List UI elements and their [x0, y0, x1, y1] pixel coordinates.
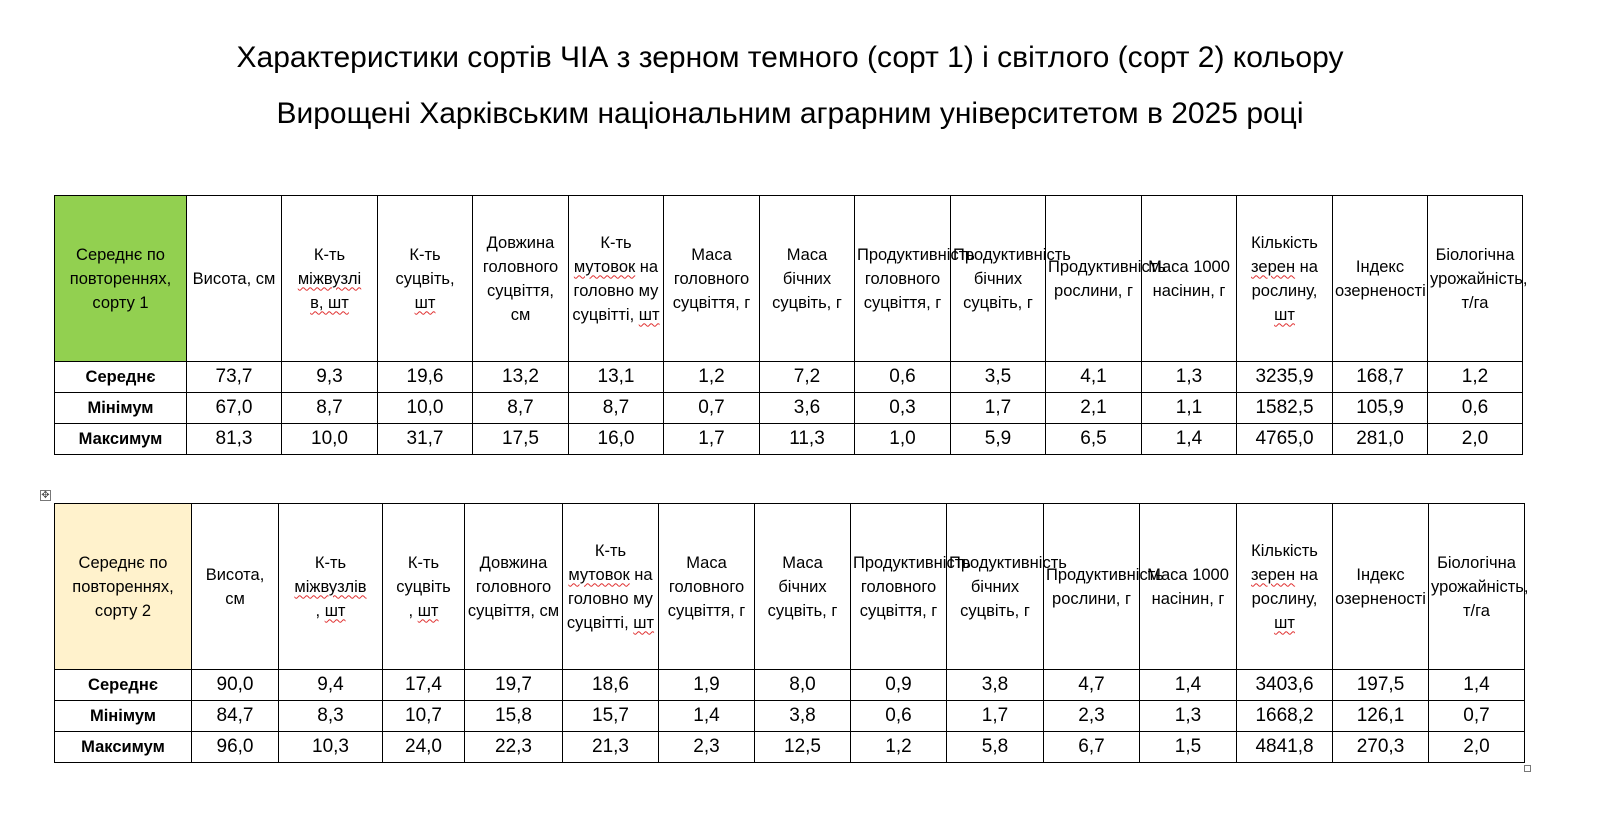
header-row	[55, 504, 1525, 670]
header-main-mass[interactable]: Маса головного суцвіття, г	[664, 196, 760, 362]
row-label[interactable]: Мінімум	[55, 393, 187, 424]
table-cell[interactable]: 1,2	[1428, 362, 1523, 393]
header-side-mass[interactable]: Маса бічних суцвіть, г	[755, 504, 851, 670]
table-cell[interactable]: 10,0	[282, 424, 378, 455]
table-cell[interactable]: 105,9	[1333, 393, 1428, 424]
table-cell[interactable]: 0,7	[664, 393, 760, 424]
table-cell[interactable]: 4,7	[1044, 670, 1140, 701]
table-cell[interactable]: 18,6	[563, 670, 659, 701]
header-inflorescences[interactable]: К-ть суцвіть, шт	[378, 196, 473, 362]
header-grain-index[interactable]: Індекс озерненості	[1333, 504, 1429, 670]
table-cell[interactable]: 1,2	[664, 362, 760, 393]
header-whorls[interactable]: К-ть мутовок на головно му суцвітті, шт	[569, 196, 664, 362]
table-cell[interactable]: 3235,9	[1237, 362, 1333, 393]
table-cell[interactable]: 1,4	[1142, 424, 1237, 455]
table-cell[interactable]: 3,5	[951, 362, 1046, 393]
header-plant-productivity[interactable]: Продуктивність рослини, г	[1046, 196, 1142, 362]
header-grain-index[interactable]: Індекс озерненості	[1333, 196, 1428, 362]
header-1000-seed-mass[interactable]: Маса 1000 насінин, г	[1140, 504, 1237, 670]
table-cell[interactable]: 10,3	[279, 732, 383, 763]
table-cell[interactable]: 1,1	[1142, 393, 1237, 424]
table-cell[interactable]: 10,7	[383, 701, 465, 732]
table-cell[interactable]: 1,0	[855, 424, 951, 455]
table-cell[interactable]: 96,0	[192, 732, 279, 763]
table-cell[interactable]: 168,7	[1333, 362, 1428, 393]
header-row	[55, 196, 1523, 362]
table-cell[interactable]: 10,0	[378, 393, 473, 424]
header-main-productivity[interactable]: Продуктивність головного суцвіття, г	[855, 196, 951, 362]
table-cell[interactable]: 1,5	[1140, 732, 1237, 763]
table-cell[interactable]: 1582,5	[1237, 393, 1333, 424]
table-cell[interactable]: 67,0	[187, 393, 282, 424]
table-cell[interactable]: 12,5	[755, 732, 851, 763]
table-cell[interactable]: 17,5	[473, 424, 569, 455]
table-cell[interactable]: 90,0	[192, 670, 279, 701]
corner-label-variety-1[interactable]: Середнє по повтореннях, сорту 1	[55, 196, 187, 362]
table-cell[interactable]: 1,3	[1140, 701, 1237, 732]
table-cell[interactable]: 0,6	[1428, 393, 1523, 424]
header-side-mass[interactable]: Маса бічних суцвіть, г	[760, 196, 855, 362]
document-subtitle: Вирощені Харківським національним аграрним університетом в 2025 році	[276, 97, 1304, 130]
table-cell[interactable]: 1,4	[659, 701, 755, 732]
table-cell[interactable]: 281,0	[1333, 424, 1428, 455]
table-row	[55, 670, 1525, 701]
table-cell[interactable]: 2,3	[659, 732, 755, 763]
table-cell[interactable]: 1668,2	[1237, 701, 1333, 732]
header-whorls[interactable]: К-ть мутовок на головно му суцвітті, шт	[563, 504, 659, 670]
header-bio-yield[interactable]: Біологічна урожайність, т/га	[1429, 504, 1525, 670]
table-cell[interactable]: 3,6	[760, 393, 855, 424]
header-grains-per-plant[interactable]: Кількість зерен на рослину, шт	[1237, 504, 1333, 670]
row-label[interactable]: Середнє	[55, 362, 187, 393]
table-cell[interactable]: 19,6	[378, 362, 473, 393]
table-cell[interactable]: 0,7	[1429, 701, 1525, 732]
header-grains-per-plant[interactable]: Кількість зерен на рослину, шт	[1237, 196, 1333, 362]
table-cell[interactable]: 9,4	[279, 670, 383, 701]
table-cell[interactable]: 8,0	[755, 670, 851, 701]
table-cell[interactable]: 3,8	[755, 701, 851, 732]
table-cell[interactable]: 8,7	[569, 393, 664, 424]
table-row	[55, 393, 1523, 424]
table-cell[interactable]: 0,3	[855, 393, 951, 424]
table-cell[interactable]: 84,7	[192, 701, 279, 732]
table-resize-handle[interactable]	[1524, 765, 1531, 772]
row-label[interactable]: Максимум	[55, 424, 187, 455]
table-cell[interactable]: 9,3	[282, 362, 378, 393]
table-move-handle-icon[interactable]: ✥	[41, 490, 50, 501]
table-cell[interactable]: 4765,0	[1237, 424, 1333, 455]
table-cell[interactable]: 4841,8	[1237, 732, 1333, 763]
header-height[interactable]: Висота, см	[192, 504, 279, 670]
table-cell[interactable]: 8,7	[473, 393, 569, 424]
table-cell[interactable]: 2,0	[1428, 424, 1523, 455]
table-cell[interactable]: 13,1	[569, 362, 664, 393]
header-height[interactable]: Висота, см	[187, 196, 282, 362]
table-row	[55, 424, 1523, 455]
header-1000-seed-mass[interactable]: Маса 1000 насінин, г	[1142, 196, 1237, 362]
row-label[interactable]: Максимум	[55, 732, 192, 763]
table-row	[55, 701, 1525, 732]
table-cell[interactable]: 8,7	[282, 393, 378, 424]
table-cell[interactable]: 1,4	[1429, 670, 1525, 701]
table-cell[interactable]: 0,6	[855, 362, 951, 393]
table-cell[interactable]: 73,7	[187, 362, 282, 393]
variety-1-table	[54, 195, 1528, 455]
table-cell[interactable]: 17,4	[383, 670, 465, 701]
header-plant-productivity[interactable]: Продуктивність рослини, г	[1044, 504, 1140, 670]
header-main-productivity[interactable]: Продуктивність головного суцвіття, г	[851, 504, 947, 670]
table-cell[interactable]: 8,3	[279, 701, 383, 732]
row-label[interactable]: Мінімум	[55, 701, 192, 732]
table-cell[interactable]: 81,3	[187, 424, 282, 455]
document-title: Характеристики сортів ЧІА з зерном темного (сорт 1) і світлого (сорт 2) кольору	[236, 41, 1344, 74]
table-cell[interactable]: 15,7	[563, 701, 659, 732]
header-internodes[interactable]: К-ть міжвузлів , шт	[279, 504, 383, 670]
table-cell[interactable]: 1,3	[1142, 362, 1237, 393]
table-cell[interactable]: 270,3	[1333, 732, 1429, 763]
table-cell[interactable]: 0,9	[851, 670, 947, 701]
table-row	[55, 362, 1523, 393]
table-cell[interactable]: 1,9	[659, 670, 755, 701]
header-main-mass[interactable]: Маса головного суцвіття, г	[659, 504, 755, 670]
table-cell[interactable]: 5,8	[947, 732, 1044, 763]
table-cell[interactable]: 21,3	[563, 732, 659, 763]
table-cell[interactable]: 7,2	[760, 362, 855, 393]
table-cell[interactable]: 22,3	[465, 732, 563, 763]
row-label[interactable]: Середнє	[55, 670, 192, 701]
table-cell[interactable]: 197,5	[1333, 670, 1429, 701]
table-row	[55, 732, 1525, 763]
table-cell[interactable]: 2,1	[1046, 393, 1142, 424]
table-cell[interactable]: 1,7	[947, 701, 1044, 732]
table-cell[interactable]: 6,7	[1044, 732, 1140, 763]
table-cell[interactable]: 2,3	[1044, 701, 1140, 732]
table-cell[interactable]: 126,1	[1333, 701, 1429, 732]
header-side-productivity[interactable]: Продуктивність бічних суцвіть, г	[947, 504, 1044, 670]
table-cell[interactable]: 0,6	[851, 701, 947, 732]
table-cell[interactable]: 16,0	[569, 424, 664, 455]
table-cell[interactable]: 31,7	[378, 424, 473, 455]
table-cell[interactable]: 3403,6	[1237, 670, 1333, 701]
header-side-productivity[interactable]: Продуктивність бічних суцвіть, г	[951, 196, 1046, 362]
corner-label-variety-2[interactable]: Середнє по повтореннях, сорту 2	[55, 504, 192, 670]
table-cell[interactable]: 24,0	[383, 732, 465, 763]
header-main-length[interactable]: Довжина головного суцвіття, см	[473, 196, 569, 362]
table-cell[interactable]: 1,7	[951, 393, 1046, 424]
table-cell[interactable]: 1,7	[664, 424, 760, 455]
header-bio-yield[interactable]: Біологічна урожайність, т/га	[1428, 196, 1523, 362]
header-inflorescences[interactable]: К-ть суцвіть , шт	[383, 504, 465, 670]
table-cell[interactable]: 19,7	[465, 670, 563, 701]
table-cell[interactable]: 3,8	[947, 670, 1044, 701]
variety-2-table	[54, 503, 1529, 763]
table-cell[interactable]: 5,9	[951, 424, 1046, 455]
table-cell[interactable]: 11,3	[760, 424, 855, 455]
table-cell[interactable]: 2,0	[1429, 732, 1525, 763]
table-cell[interactable]: 6,5	[1046, 424, 1142, 455]
header-internodes[interactable]: К-ть міжвузлі в, шт	[282, 196, 378, 362]
table-cell[interactable]: 1,2	[851, 732, 947, 763]
table-cell[interactable]: 4,1	[1046, 362, 1142, 393]
table-cell[interactable]: 15,8	[465, 701, 563, 732]
table-cell[interactable]: 1,4	[1140, 670, 1237, 701]
table-cell[interactable]: 13,2	[473, 362, 569, 393]
header-main-length[interactable]: Довжина головного суцвіття, см	[465, 504, 563, 670]
